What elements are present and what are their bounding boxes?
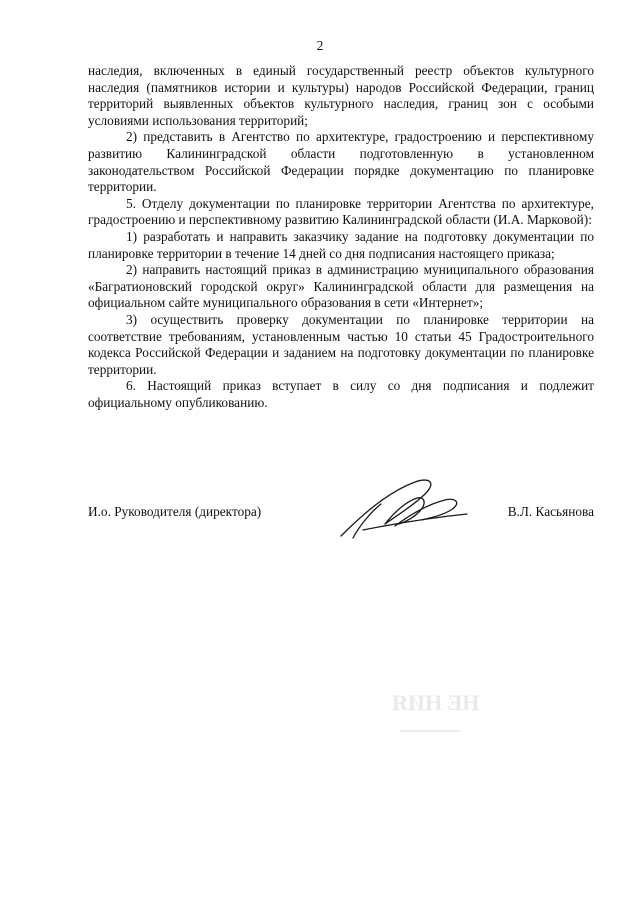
paragraph-item-2-submit: 2) представить в Агентство по архитектуре, градостроению и перспективному развитию Калининградской области подготовленную в установленном законодательством Российской Федерации порядке документацию по планировке территории. xyxy=(88,129,594,195)
paragraph-section-5-item-2: 2) направить настоящий приказ в администрацию муниципального образования «Багратионовский городской округ» Калининградской области для размещения на официальном сайте муниципального образования в сети «Интернет»; xyxy=(88,262,594,311)
paragraph-section-5-item-1: 1) разработать и направить заказчику задание на подготовку документации по планировке территории в течение 14 дней со дня подписания настоящего приказа; xyxy=(88,228,594,261)
page-number: 2 xyxy=(316,38,324,53)
reverse-side-bleed-text: НЕ НИЯ xyxy=(392,690,480,715)
reverse-side-bleed-stroke xyxy=(400,720,460,732)
paragraph-section-6: 6. Настоящий приказ вступает в силу со дня подписания и подлежит официальному опубликованию. xyxy=(88,378,594,410)
signature-block xyxy=(88,480,594,550)
signer-title: И.о. Руководителя (директора) xyxy=(88,504,262,519)
paragraph-section-5: 5. Отделу документации по планировке территории Агентства по архитектуре, градостроению и перспективному развитию Калининградской области (И.А. Марковой): xyxy=(88,195,594,228)
signer-name: В.Л. Касьянова xyxy=(507,504,594,519)
handwritten-signature xyxy=(333,474,483,544)
paragraph-heritage-continuation: наследия, включенных в единый государственный реестр объектов культурного наследия (памятников истории и культуры) народов Российской Федерации, границ территорий выявленных объектов культурного наследия, границ зон с особыми условиями использования территорий; xyxy=(88,63,594,128)
document-body xyxy=(88,63,594,411)
paragraph-section-5-item-3: 3) осуществить проверку документации по планировке территории на соответствие требованиям, установленным частью 10 статьи 45 Градостроительного кодекса Российской Федерации и заданием на подготовку документации по планировке территории. xyxy=(88,311,594,377)
